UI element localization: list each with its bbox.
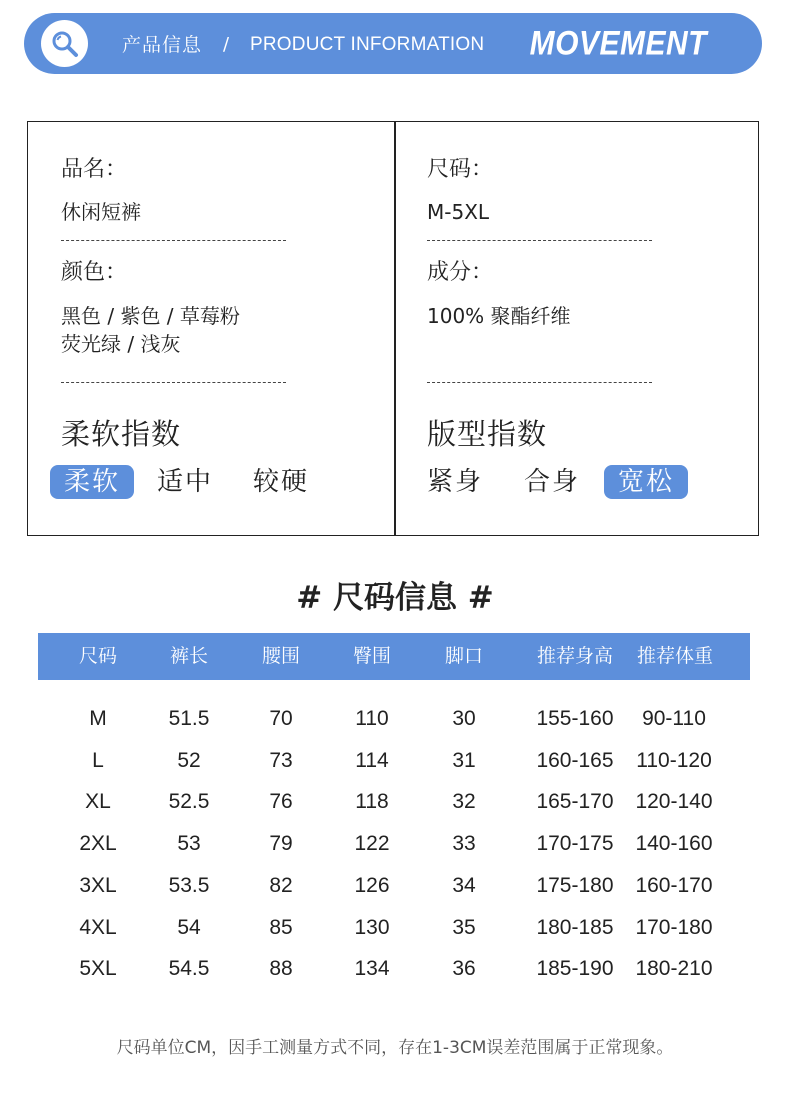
cell-size: 3XL <box>79 874 117 897</box>
cell-size: 2XL <box>79 832 117 855</box>
header-size: 尺码 <box>78 645 117 667</box>
material-value: 100% 聚酯纤维 <box>427 304 571 328</box>
softness-option-soft: 柔软 <box>50 465 134 499</box>
cell-waist: 73 <box>269 749 293 772</box>
cell-weight: 90-110 <box>642 707 706 730</box>
size-section-title: # 尺码信息 # <box>296 580 494 616</box>
cell-leg-opening: 36 <box>452 957 476 980</box>
header-title-en: PRODUCT INFORMATION <box>250 34 485 55</box>
cell-leg-opening: 33 <box>452 832 476 855</box>
cell-leg-opening: 34 <box>452 874 476 897</box>
header-weight: 推荐体重 <box>636 645 713 667</box>
cell-waist: 85 <box>269 916 293 939</box>
header-hip: 臀围 <box>352 645 391 667</box>
cell-weight: 180-210 <box>635 957 713 980</box>
cell-waist: 82 <box>269 874 293 897</box>
size-label: 尺码： <box>427 157 494 182</box>
divider-dashed <box>427 240 652 241</box>
search-icon <box>41 20 88 67</box>
cell-weight: 160-170 <box>635 874 713 897</box>
size-note: 尺码单位CM，因手工测量方式不同，存在1-3CM误差范围属于正常现象。 <box>116 1038 674 1058</box>
product-info-box <box>27 121 759 536</box>
fit-option-loose: 宽松 <box>604 465 688 499</box>
cell-hip: 122 <box>354 832 390 855</box>
cell-waist: 88 <box>269 957 293 980</box>
cell-weight: 120-140 <box>635 790 713 813</box>
cell-size: 4XL <box>79 916 117 939</box>
cell-size: XL <box>85 790 111 813</box>
cell-leg-opening: 31 <box>452 749 476 772</box>
cell-weight: 140-160 <box>635 832 713 855</box>
divider-dashed <box>61 240 286 241</box>
size-value: M-5XL <box>427 200 490 224</box>
cell-height: 175-180 <box>536 874 614 897</box>
cell-length: 52.5 <box>168 790 210 813</box>
divider-dashed <box>427 382 652 383</box>
cell-waist: 79 <box>269 832 293 855</box>
cell-length: 54.5 <box>168 957 210 980</box>
header-banner <box>24 13 762 74</box>
size-table-header <box>38 633 750 680</box>
cell-size: L <box>92 749 104 772</box>
info-divider <box>394 122 396 535</box>
header-title-cn: 产品信息 <box>122 34 203 56</box>
fit-title: 版型指数 <box>427 417 548 451</box>
fit-option-regular: 合身 <box>524 467 581 497</box>
cell-height: 185-190 <box>536 957 614 980</box>
material-label: 成分： <box>427 260 494 285</box>
cell-leg-opening: 30 <box>452 707 476 730</box>
color-label: 颜色： <box>61 260 128 285</box>
cell-hip: 130 <box>354 916 390 939</box>
cell-weight: 110-120 <box>636 749 712 772</box>
cell-hip: 110 <box>355 707 389 730</box>
color-value-line1: 黑色 / 紫色 / 草莓粉 <box>61 304 240 328</box>
cell-hip: 118 <box>355 790 389 813</box>
cell-length: 51.5 <box>168 707 210 730</box>
cell-height: 170-175 <box>536 832 614 855</box>
color-value-line2: 荧光绿 / 浅灰 <box>61 332 181 356</box>
cell-hip: 134 <box>354 957 390 980</box>
cell-waist: 70 <box>269 707 293 730</box>
cell-size: M <box>89 707 107 730</box>
cell-leg-opening: 35 <box>452 916 476 939</box>
header-waist: 腰围 <box>261 645 300 667</box>
brand-logo: MOVEMENT <box>529 24 707 63</box>
cell-weight: 170-180 <box>635 916 713 939</box>
cell-hip: 114 <box>355 749 389 772</box>
name-label: 品名： <box>61 157 128 182</box>
cell-length: 53 <box>177 832 201 855</box>
cell-waist: 76 <box>269 790 293 813</box>
header-length: 裤长 <box>169 645 208 667</box>
header-leg-opening: 脚口 <box>444 645 483 667</box>
cell-size: 5XL <box>79 957 117 980</box>
softness-title: 柔软指数 <box>61 417 182 451</box>
softness-option-hard: 较硬 <box>253 467 310 497</box>
cell-length: 54 <box>177 916 201 939</box>
cell-height: 155-160 <box>536 707 614 730</box>
fit-option-tight: 紧身 <box>427 467 484 497</box>
cell-leg-opening: 32 <box>452 790 476 813</box>
cell-height: 165-170 <box>536 790 614 813</box>
header-separator: / <box>223 34 230 55</box>
header-height: 推荐身高 <box>536 645 613 667</box>
cell-hip: 126 <box>354 874 390 897</box>
cell-length: 52 <box>177 749 201 772</box>
cell-length: 53.5 <box>168 874 210 897</box>
divider-dashed <box>61 382 286 383</box>
name-value: 休闲短裤 <box>61 200 141 224</box>
cell-height: 160-165 <box>536 749 614 772</box>
softness-option-medium: 适中 <box>157 467 214 497</box>
cell-height: 180-185 <box>536 916 614 939</box>
